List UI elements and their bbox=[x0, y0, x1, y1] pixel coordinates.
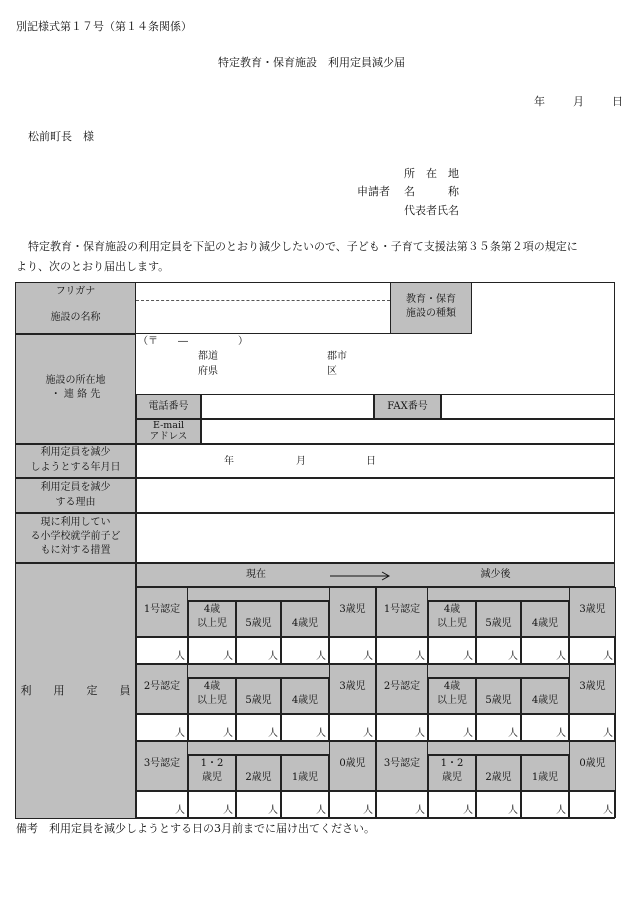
pref-label-1: 都道 bbox=[198, 351, 218, 362]
reduce-date-day: 日 bbox=[366, 456, 376, 467]
unit-label: 人 bbox=[508, 805, 518, 816]
applicant-rep: 代表者氏名 bbox=[404, 204, 459, 217]
group-0-after-c1a: 4歳 bbox=[443, 604, 461, 615]
group-2-current-c1b: 歳児 bbox=[202, 772, 222, 783]
group-1-current-label: 2号認定 bbox=[143, 681, 181, 692]
measures-label-2: る小学校就学前子ど bbox=[30, 531, 121, 542]
unit-label: 人 bbox=[175, 728, 185, 739]
group-2-current-c2: 2歳児 bbox=[245, 772, 272, 783]
group-2-after-label: 3号認定 bbox=[383, 758, 421, 769]
reduce-date-year: 年 bbox=[224, 456, 234, 467]
group-1-current-c1a: 4歳 bbox=[203, 681, 221, 692]
unit-label: 人 bbox=[415, 651, 425, 662]
furigana-label: フリガナ bbox=[55, 286, 96, 297]
group-2-after-c4: 0歳児 bbox=[579, 758, 606, 769]
location-label-1: 施設の所在地 bbox=[45, 375, 106, 386]
reduce-date-month: 月 bbox=[296, 456, 306, 467]
group-2-current-label: 3号認定 bbox=[143, 758, 181, 769]
group-2-current-c1a: 1・2 bbox=[200, 758, 224, 769]
group-0-after-c3: 4歳児 bbox=[531, 618, 559, 629]
arrow-right-icon bbox=[330, 570, 392, 582]
reason-input[interactable] bbox=[136, 478, 615, 513]
unit-label: 人 bbox=[508, 728, 518, 739]
unit-label: 人 bbox=[556, 805, 566, 816]
measures-label-3: もに対する措置 bbox=[40, 545, 111, 556]
unit-label: 人 bbox=[463, 805, 473, 816]
phone-label: 電話番号 bbox=[148, 401, 189, 412]
unit-label: 人 bbox=[415, 805, 425, 816]
reason-label-1: 利用定員を減少 bbox=[40, 482, 111, 493]
group-0-after-label: 1号認定 bbox=[383, 604, 421, 615]
applicant-name: 名 称 bbox=[404, 185, 459, 198]
city-label-1: 郡市 bbox=[327, 351, 347, 362]
unit-label: 人 bbox=[556, 728, 566, 739]
unit-label: 人 bbox=[415, 728, 425, 739]
capacity-label: 利 用 定 員 bbox=[20, 684, 131, 697]
email-label-2: アドレス bbox=[149, 431, 188, 442]
group-1-after-c2: 5歳児 bbox=[485, 695, 512, 706]
unit-label: 人 bbox=[223, 805, 233, 816]
intro-line-1: 特定教育・保育施設の利用定員を下記のとおり減少したいので、子ども・子育て支援法第３５条第２項の規定に bbox=[28, 240, 578, 253]
facility-name-label: 施設の名称 bbox=[50, 312, 101, 323]
addressee: 松前町長 様 bbox=[28, 130, 94, 143]
unit-label: 人 bbox=[268, 728, 278, 739]
intro-line-2: より、次のとおり届出します。 bbox=[16, 260, 170, 273]
group-0-after-c1b: 以上児 bbox=[437, 618, 467, 629]
group-0-current-c2: 5歳児 bbox=[245, 618, 272, 629]
group-0-current-label: 1号認定 bbox=[143, 604, 181, 615]
postal-label: （〒 ― ） bbox=[138, 336, 248, 347]
date-month: 月 bbox=[573, 95, 584, 108]
facility-type-label-2: 施設の種類 bbox=[406, 308, 456, 319]
after-header: 減少後 bbox=[480, 569, 511, 580]
unit-label: 人 bbox=[268, 651, 278, 662]
group-1-after-c3: 4歳児 bbox=[531, 695, 559, 706]
measures-input[interactable] bbox=[136, 513, 615, 563]
unit-label: 人 bbox=[223, 651, 233, 662]
group-2-after-c1a: 1・2 bbox=[440, 758, 464, 769]
address-input[interactable] bbox=[136, 335, 614, 393]
unit-label: 人 bbox=[268, 805, 278, 816]
facility-type-input[interactable] bbox=[472, 283, 614, 333]
measures-label-1: 現に利用してい bbox=[40, 517, 111, 528]
unit-label: 人 bbox=[175, 651, 185, 662]
current-header: 現在 bbox=[246, 569, 266, 580]
group-1-current-c2: 5歳児 bbox=[245, 695, 272, 706]
group-2-after-c1b: 歳児 bbox=[442, 772, 462, 783]
phone-input[interactable] bbox=[201, 394, 374, 419]
facility-type-label-1: 教育・保育 bbox=[406, 294, 456, 305]
unit-label: 人 bbox=[556, 651, 566, 662]
unit-label: 人 bbox=[463, 728, 473, 739]
unit-label: 人 bbox=[316, 651, 326, 662]
group-2-after-c3: 1歳児 bbox=[531, 772, 559, 783]
date-year: 年 bbox=[534, 95, 545, 108]
group-1-after-c1a: 4歳 bbox=[443, 681, 461, 692]
unit-label: 人 bbox=[463, 651, 473, 662]
group-0-current-c1b: 以上児 bbox=[197, 618, 227, 629]
unit-label: 人 bbox=[363, 728, 373, 739]
email-input[interactable] bbox=[201, 419, 615, 444]
unit-label: 人 bbox=[363, 651, 373, 662]
unit-label: 人 bbox=[603, 805, 613, 816]
fax-label: FAX番号 bbox=[387, 401, 428, 412]
group-1-after-c4: 3歳児 bbox=[579, 681, 606, 692]
city-label-2: 区 bbox=[327, 366, 337, 377]
unit-label: 人 bbox=[316, 805, 326, 816]
pref-label-2: 府県 bbox=[198, 366, 218, 377]
unit-label: 人 bbox=[508, 651, 518, 662]
email-label-1: E-mail bbox=[152, 420, 185, 431]
group-0-current-c4: 3歳児 bbox=[339, 604, 366, 615]
date-line bbox=[534, 95, 623, 109]
unit-label: 人 bbox=[175, 805, 185, 816]
group-0-current-c3: 4歳児 bbox=[291, 618, 319, 629]
unit-label: 人 bbox=[316, 728, 326, 739]
group-2-after-c2: 2歳児 bbox=[485, 772, 512, 783]
unit-label: 人 bbox=[223, 728, 233, 739]
unit-label: 人 bbox=[603, 651, 613, 662]
group-1-current-c1b: 以上児 bbox=[197, 695, 227, 706]
form-ref: 別記様式第１７号（第１４条関係） bbox=[16, 20, 192, 33]
reason-label-2: する理由 bbox=[55, 497, 96, 508]
group-2-current-c3: 1歳児 bbox=[291, 772, 319, 783]
group-0-current-c1a: 4歳 bbox=[203, 604, 221, 615]
group-1-current-c3: 4歳児 bbox=[291, 695, 319, 706]
form-title: 特定教育・保育施設 利用定員減少届 bbox=[218, 56, 405, 69]
unit-label: 人 bbox=[363, 805, 373, 816]
applicant-address: 所 在 地 bbox=[404, 167, 459, 180]
fax-input[interactable] bbox=[441, 394, 615, 419]
unit-label: 人 bbox=[603, 728, 613, 739]
note: 備考 利用定員を減少しようとする日の3月前までに届け出てください。 bbox=[16, 822, 375, 835]
group-1-after-label: 2号認定 bbox=[383, 681, 421, 692]
reduce-date-label-1: 利用定員を減少 bbox=[40, 447, 111, 458]
location-label-2: ・ 連 絡 先 bbox=[50, 389, 101, 400]
group-2-current-c4: 0歳児 bbox=[339, 758, 366, 769]
date-day: 日 bbox=[612, 95, 623, 108]
group-0-after-c2: 5歳児 bbox=[485, 618, 512, 629]
group-1-current-c4: 3歳児 bbox=[339, 681, 366, 692]
group-0-after-c4: 3歳児 bbox=[579, 604, 606, 615]
reduce-date-label-2: しようとする年月日 bbox=[30, 462, 121, 473]
applicant-label: 申請者 bbox=[357, 185, 390, 198]
group-1-after-c1b: 以上児 bbox=[437, 695, 467, 706]
